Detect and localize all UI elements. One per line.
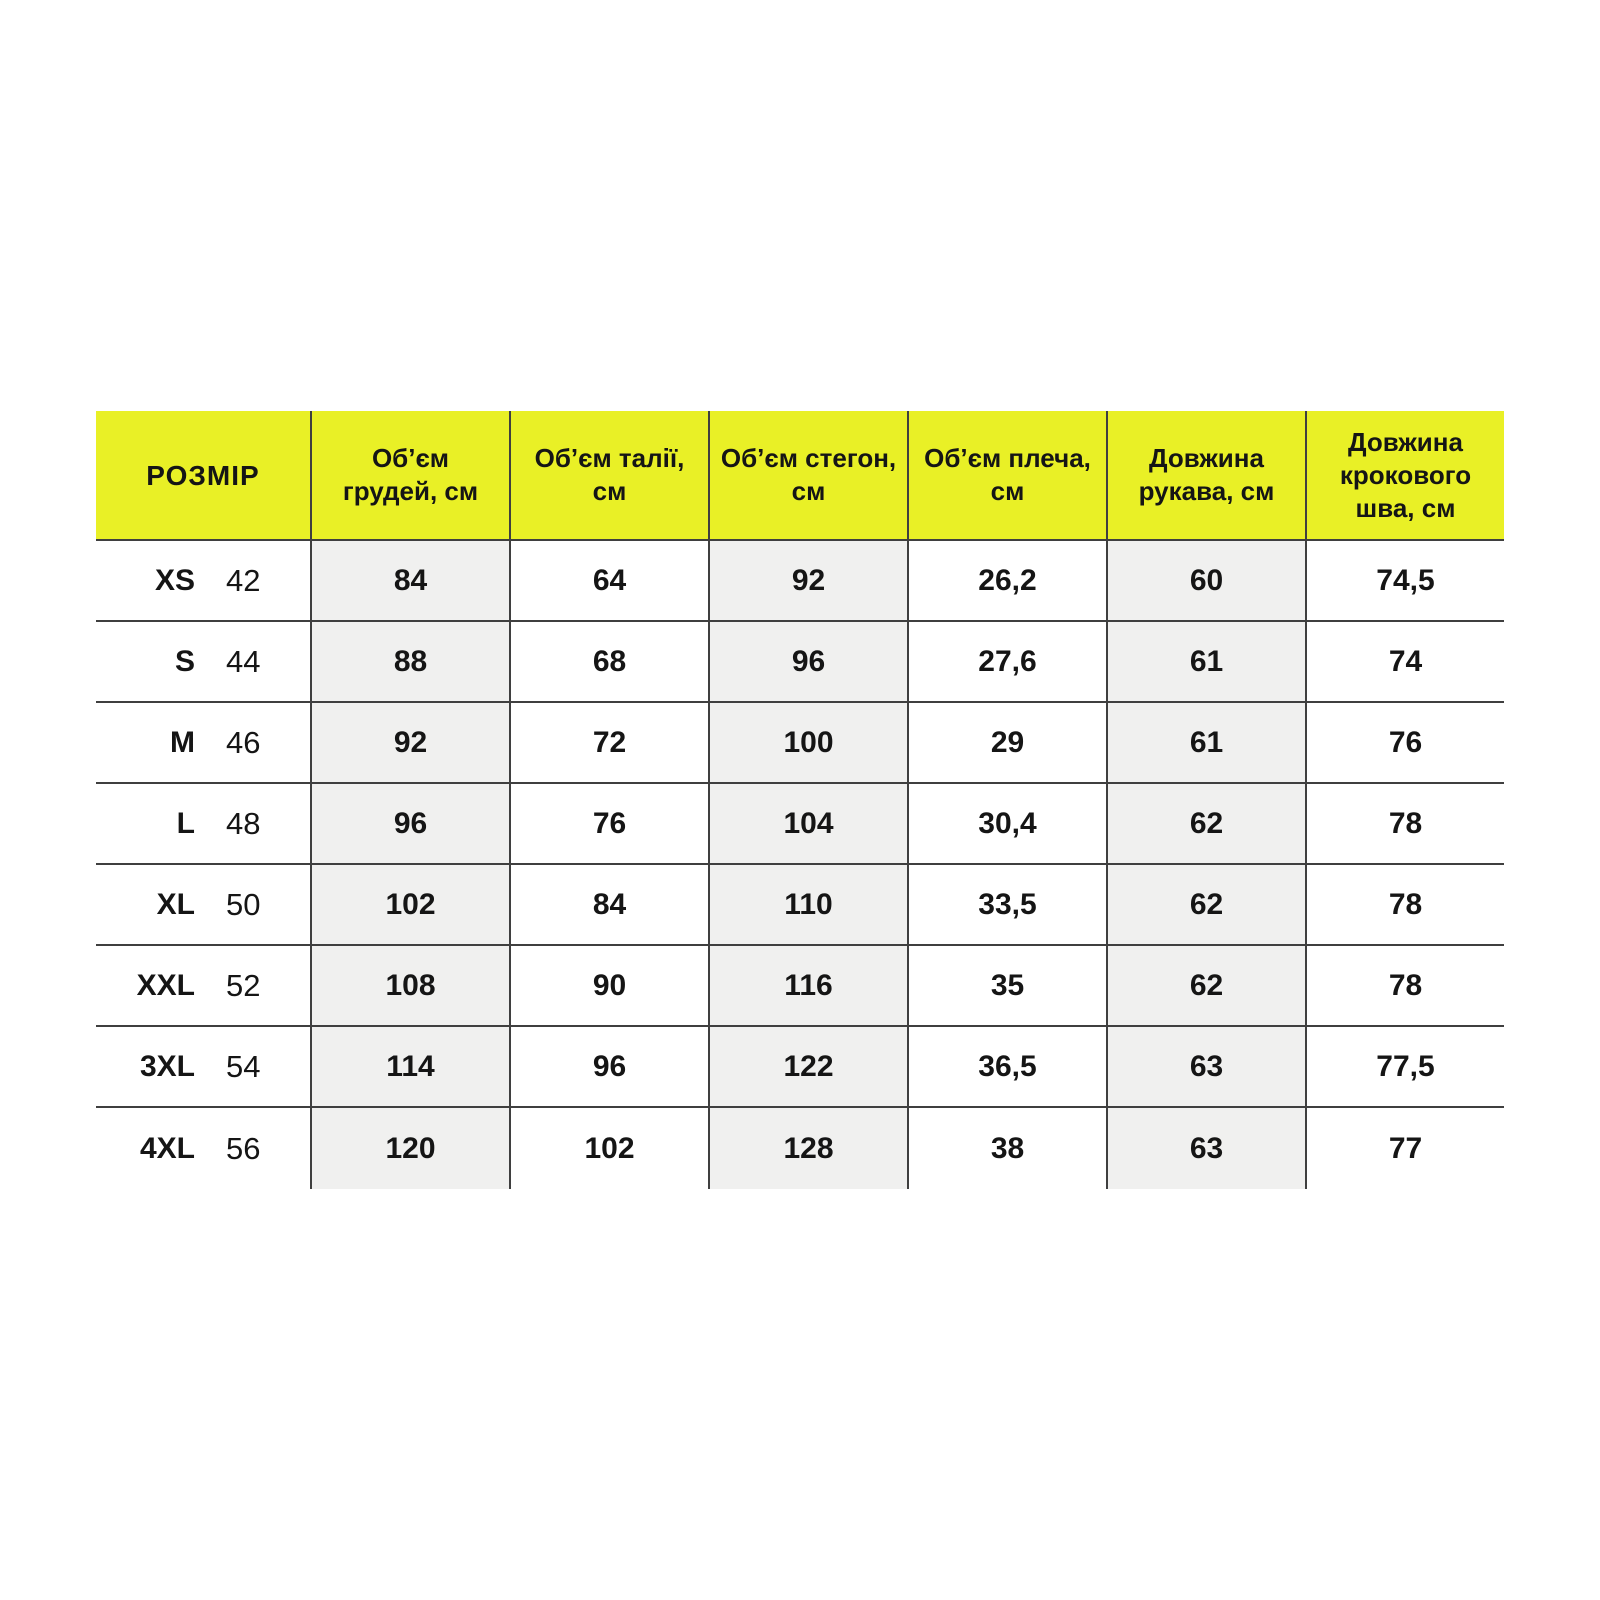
sleeve-cell: 61 — [1106, 622, 1305, 701]
size-cell — [96, 784, 310, 863]
column-header-sleeve: Довжина рукава, см — [1106, 411, 1305, 539]
shoulder-cell: 26,2 — [907, 541, 1106, 620]
inseam-cell: 78 — [1305, 946, 1504, 1025]
table-row — [96, 541, 1504, 622]
waist-cell: 68 — [509, 622, 708, 701]
sleeve-cell: 62 — [1106, 865, 1305, 944]
size-cell — [96, 703, 310, 782]
table-row — [96, 865, 1504, 946]
inseam-cell: 74 — [1305, 622, 1504, 701]
size-chart-table — [96, 411, 1504, 1189]
size-number: 54 — [226, 1048, 261, 1084]
chest-cell: 114 — [310, 1027, 509, 1106]
column-header-inseam: Довжина крокового шва, см — [1305, 411, 1504, 539]
inseam-cell: 78 — [1305, 784, 1504, 863]
inseam-cell: 77 — [1305, 1108, 1504, 1189]
sleeve-cell: 62 — [1106, 946, 1305, 1025]
hips-cell: 116 — [708, 946, 907, 1025]
column-header-waist: Об’єм талії, см — [509, 411, 708, 539]
table-row — [96, 1108, 1504, 1189]
inseam-cell: 76 — [1305, 703, 1504, 782]
size-number: 44 — [226, 643, 261, 679]
hips-cell: 122 — [708, 1027, 907, 1106]
chest-cell: 88 — [310, 622, 509, 701]
chest-cell: 84 — [310, 541, 509, 620]
size-label: 4XL — [139, 1131, 195, 1165]
size-number: 48 — [226, 805, 261, 841]
inseam-cell: 77,5 — [1305, 1027, 1504, 1106]
chest-cell: 92 — [310, 703, 509, 782]
size-cell — [96, 622, 310, 701]
size-label: M — [170, 725, 195, 759]
column-header-shoulder: Об’єм плеча, см — [907, 411, 1106, 539]
chest-cell: 96 — [310, 784, 509, 863]
inseam-cell: 78 — [1305, 865, 1504, 944]
waist-cell: 96 — [509, 1027, 708, 1106]
hips-cell: 96 — [708, 622, 907, 701]
hips-cell: 110 — [708, 865, 907, 944]
waist-cell: 102 — [509, 1108, 708, 1189]
shoulder-cell: 38 — [907, 1108, 1106, 1189]
shoulder-cell: 33,5 — [907, 865, 1106, 944]
shoulder-cell: 27,6 — [907, 622, 1106, 701]
hips-cell: 100 — [708, 703, 907, 782]
table-header-row — [96, 411, 1504, 541]
hips-cell: 104 — [708, 784, 907, 863]
chest-cell: 108 — [310, 946, 509, 1025]
size-number: 42 — [226, 562, 261, 598]
sleeve-cell: 63 — [1106, 1108, 1305, 1189]
size-label: XL — [156, 887, 195, 921]
shoulder-cell: 30,4 — [907, 784, 1106, 863]
column-header-hips: Об’єм стегон, см — [708, 411, 907, 539]
size-label: XXL — [136, 968, 195, 1002]
sleeve-cell: 61 — [1106, 703, 1305, 782]
column-header-chest: Об’єм грудей, см — [310, 411, 509, 539]
table-row — [96, 622, 1504, 703]
sleeve-cell: 60 — [1106, 541, 1305, 620]
size-cell — [96, 865, 310, 944]
shoulder-cell: 29 — [907, 703, 1106, 782]
waist-cell: 76 — [509, 784, 708, 863]
size-label: L — [176, 806, 195, 840]
hips-cell: 128 — [708, 1108, 907, 1189]
waist-cell: 90 — [509, 946, 708, 1025]
shoulder-cell: 36,5 — [907, 1027, 1106, 1106]
waist-cell: 84 — [509, 865, 708, 944]
size-number: 46 — [226, 724, 261, 760]
size-cell — [96, 541, 310, 620]
sleeve-cell: 63 — [1106, 1027, 1305, 1106]
chest-cell: 102 — [310, 865, 509, 944]
size-number: 56 — [226, 1130, 261, 1166]
size-cell — [96, 1027, 310, 1106]
shoulder-cell: 35 — [907, 946, 1106, 1025]
hips-cell: 92 — [708, 541, 907, 620]
size-number: 50 — [226, 886, 261, 922]
size-label: XS — [154, 563, 195, 597]
size-cell — [96, 1108, 310, 1189]
waist-cell: 64 — [509, 541, 708, 620]
sleeve-cell: 62 — [1106, 784, 1305, 863]
size-label: 3XL — [139, 1049, 195, 1083]
inseam-cell: 74,5 — [1305, 541, 1504, 620]
table-row — [96, 1027, 1504, 1108]
table-row — [96, 703, 1504, 784]
waist-cell: 72 — [509, 703, 708, 782]
table-row — [96, 946, 1504, 1027]
column-header-size: РОЗМІР — [96, 411, 310, 539]
chest-cell: 120 — [310, 1108, 509, 1189]
size-label: S — [174, 644, 195, 678]
table-row — [96, 784, 1504, 865]
size-number: 52 — [226, 967, 261, 1003]
size-cell — [96, 946, 310, 1025]
